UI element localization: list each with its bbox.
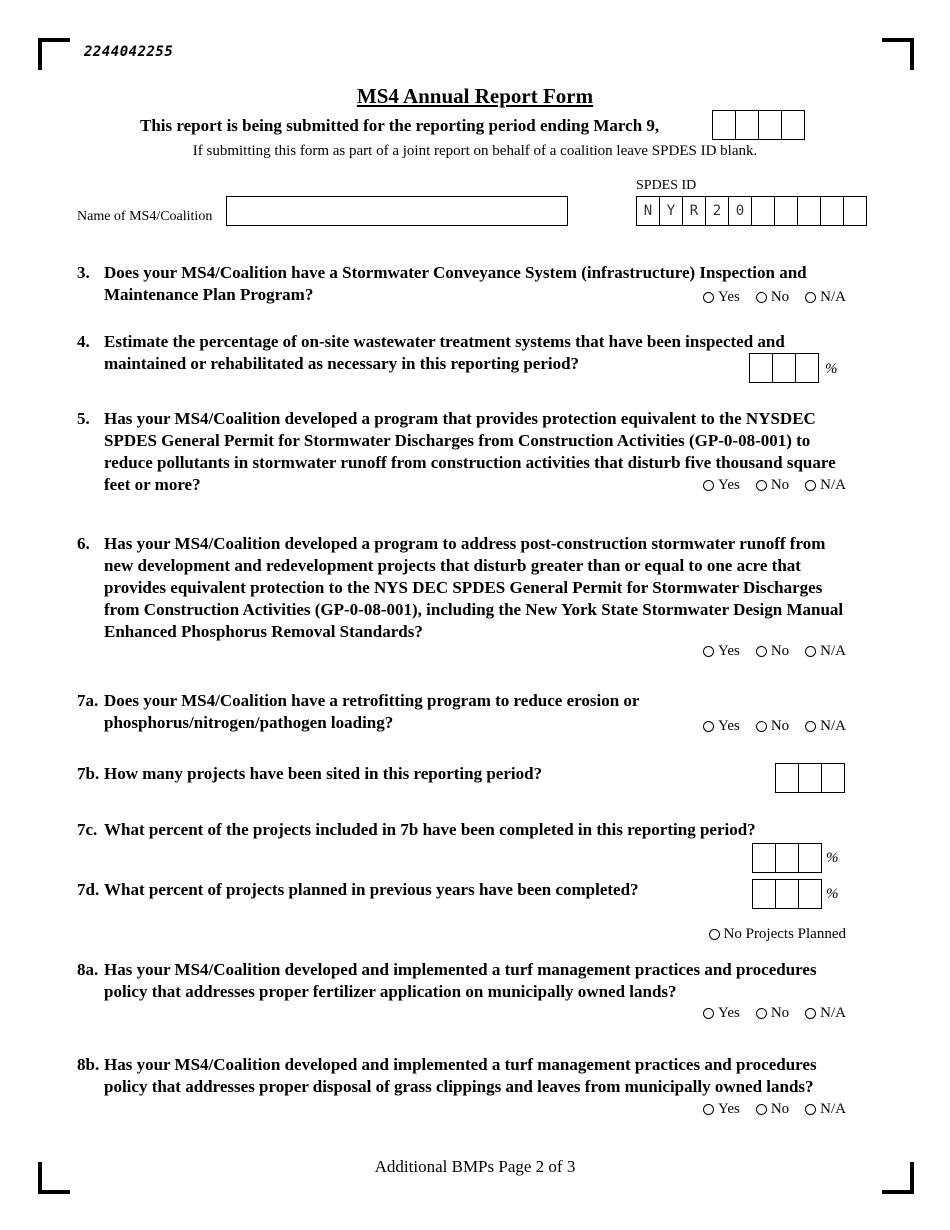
q5-options <box>703 477 846 494</box>
spdes-char-box[interactable] <box>798 197 821 225</box>
question-7b <box>77 763 847 785</box>
q8a-options <box>703 1005 846 1022</box>
question-text: Has your MS4/Coalition developed a program to address post-construction stormwater runoff from new development and redevelopment projects that disturb greater than or equal to one acre that provides equivalent protection to the NYS DEC SPDES General Permit for Stormwater Discharges from Construction Activities (GP-0-08-001), including the New York State Stormwater Design Manual Enhanced Phosphorus Removal Standards? <box>104 534 844 641</box>
question-text: What percent of projects planned in previous years have been completed? <box>104 880 639 899</box>
digit-box[interactable] <box>776 844 799 872</box>
radio-icon[interactable] <box>756 646 767 657</box>
q7d-options <box>709 926 846 943</box>
q3-yes-option[interactable]: Yes <box>703 289 740 306</box>
q3-na-option[interactable]: N/A <box>805 289 846 306</box>
digit-box[interactable] <box>799 844 821 872</box>
spdes-id-label: SPDES ID <box>636 178 697 193</box>
question-7d <box>77 879 847 901</box>
q6-options <box>703 643 846 660</box>
q8b-na-option[interactable]: N/A <box>805 1101 846 1118</box>
digit-box[interactable] <box>796 354 818 382</box>
q5-no-option[interactable]: No <box>756 477 789 494</box>
question-text: What percent of the projects included in 7b have been completed in this reporting period? <box>104 820 756 839</box>
spdes-char-box[interactable]: 2 <box>706 197 729 225</box>
spdes-char-box[interactable] <box>775 197 798 225</box>
year-digit-box[interactable] <box>759 111 782 139</box>
spdes-char-box[interactable]: R <box>683 197 706 225</box>
no-projects-planned-option[interactable]: No Projects Planned <box>709 926 846 943</box>
q3-options <box>703 289 846 306</box>
question-text: Has your MS4/Coalition developed and implemented a turf management practices and procedures policy that addresses proper fertilizer application on municipally owned lands? <box>104 960 817 1001</box>
q8a-yes-option[interactable]: Yes <box>703 1005 740 1022</box>
radio-icon[interactable] <box>756 480 767 491</box>
q5-na-option[interactable]: N/A <box>805 477 846 494</box>
digit-box[interactable] <box>753 844 776 872</box>
digit-box[interactable] <box>799 764 822 792</box>
q7d-percent-field[interactable] <box>752 879 822 909</box>
q7a-options <box>703 718 846 735</box>
q5-yes-option[interactable]: Yes <box>703 477 740 494</box>
spdes-char-box[interactable]: 0 <box>729 197 752 225</box>
question-text: How many projects have been sited in this reporting period? <box>104 764 543 783</box>
joint-report-note: If submitting this form as part of a joint report on behalf of a coalition leave SPDES ID blank. <box>192 143 758 159</box>
spdes-char-box[interactable] <box>844 197 866 225</box>
question-number: 4. <box>77 332 90 351</box>
radio-icon[interactable] <box>703 480 714 491</box>
page-title: MS4 Annual Report Form <box>356 84 594 108</box>
percent-sign: % <box>826 850 839 866</box>
digit-box[interactable] <box>822 764 844 792</box>
ms4-name-input[interactable] <box>226 196 568 226</box>
question-number: 5. <box>77 409 90 428</box>
radio-icon[interactable] <box>756 292 767 303</box>
spdes-char-box[interactable] <box>821 197 844 225</box>
digit-box[interactable] <box>776 880 799 908</box>
q7b-count-field[interactable] <box>775 763 845 793</box>
question-text: Estimate the percentage of on-site wastewater treatment systems that have been inspected and maintained or rehabilitated as necessary in this reporting period? <box>104 332 785 373</box>
radio-icon[interactable] <box>703 646 714 657</box>
question-4 <box>77 331 847 375</box>
question-8b <box>77 1054 847 1098</box>
radio-icon[interactable] <box>805 646 816 657</box>
question-number: 3. <box>77 263 90 282</box>
radio-icon[interactable] <box>805 1104 816 1115</box>
corner-mark-top-left <box>38 38 70 70</box>
question-7c <box>77 819 847 841</box>
radio-icon[interactable] <box>805 480 816 491</box>
q8b-options <box>703 1101 846 1118</box>
radio-icon[interactable] <box>805 292 816 303</box>
spdes-id-field[interactable] <box>636 196 867 226</box>
q7a-na-option[interactable]: N/A <box>805 718 846 735</box>
q6-no-option[interactable]: No <box>756 643 789 660</box>
spdes-char-box[interactable]: N <box>637 197 660 225</box>
reporting-year-field[interactable] <box>712 110 805 140</box>
question-number: 7a. <box>77 691 99 710</box>
percent-sign: % <box>825 361 838 377</box>
q8a-na-option[interactable]: N/A <box>805 1005 846 1022</box>
question-text: Has your MS4/Coalition developed a program that provides protection equivalent to the NYSDEC SPDES General Permit for Stormwater Discharges from Construction Activities (GP-0-08-001) to reduce pollutants in stormwater runoff from construction activities that disturb five thousand square feet or more? <box>104 409 836 494</box>
q4-percent-field[interactable] <box>749 353 819 383</box>
radio-icon[interactable] <box>703 1008 714 1019</box>
digit-box[interactable] <box>776 764 799 792</box>
q6-na-option[interactable]: N/A <box>805 643 846 660</box>
question-text: Does your MS4/Coalition have a Stormwater Conveyance System (infrastructure) Inspection and Maintenance Plan Program? <box>104 263 807 304</box>
spdes-char-box[interactable]: Y <box>660 197 683 225</box>
question-number: 8b. <box>77 1055 100 1074</box>
question-8a <box>77 959 847 1003</box>
question-number: 7c. <box>77 820 98 839</box>
q3-no-option[interactable]: No <box>756 289 789 306</box>
name-label: Name of MS4/Coalition <box>77 209 213 224</box>
document-id: 2244042255 <box>84 44 174 60</box>
radio-icon[interactable] <box>703 1104 714 1115</box>
question-number: 7b. <box>77 764 100 783</box>
corner-mark-top-right <box>882 38 914 70</box>
digit-box[interactable] <box>750 354 773 382</box>
q7a-no-option[interactable]: No <box>756 718 789 735</box>
digit-box[interactable] <box>753 880 776 908</box>
year-digit-box[interactable] <box>782 111 804 139</box>
radio-icon[interactable] <box>703 721 714 732</box>
year-digit-box[interactable] <box>736 111 759 139</box>
question-6 <box>77 533 847 643</box>
q8a-no-option[interactable]: No <box>756 1005 789 1022</box>
q8b-yes-option[interactable]: Yes <box>703 1101 740 1118</box>
radio-icon[interactable] <box>756 1008 767 1019</box>
question-text: Has your MS4/Coalition developed and implemented a turf management practices and procedures policy that addresses proper disposal of grass clippings and leaves from municipally owned lands? <box>104 1055 817 1096</box>
radio-icon[interactable] <box>756 1104 767 1115</box>
q7c-percent-field[interactable] <box>752 843 822 873</box>
question-number: 6. <box>77 534 90 553</box>
period-statement: This report is being submitted for the reporting period ending March 9, <box>140 116 660 135</box>
percent-sign: % <box>826 886 839 902</box>
question-number: 7d. <box>77 880 100 899</box>
page-footer: Additional BMPs Page 2 of 3 <box>374 1157 576 1176</box>
q7a-yes-option[interactable]: Yes <box>703 718 740 735</box>
digit-box[interactable] <box>773 354 796 382</box>
radio-icon[interactable] <box>805 1008 816 1019</box>
radio-icon[interactable] <box>756 721 767 732</box>
q6-yes-option[interactable]: Yes <box>703 643 740 660</box>
q8b-no-option[interactable]: No <box>756 1101 789 1118</box>
radio-icon[interactable] <box>805 721 816 732</box>
question-number: 8a. <box>77 960 99 979</box>
digit-box[interactable] <box>799 880 821 908</box>
radio-icon[interactable] <box>709 929 720 940</box>
spdes-char-box[interactable] <box>752 197 775 225</box>
radio-icon[interactable] <box>703 292 714 303</box>
question-text: Does your MS4/Coalition have a retrofitting program to reduce erosion or phosphorus/nitrogen/pathogen loading? <box>104 691 640 732</box>
year-digit-box[interactable] <box>713 111 736 139</box>
